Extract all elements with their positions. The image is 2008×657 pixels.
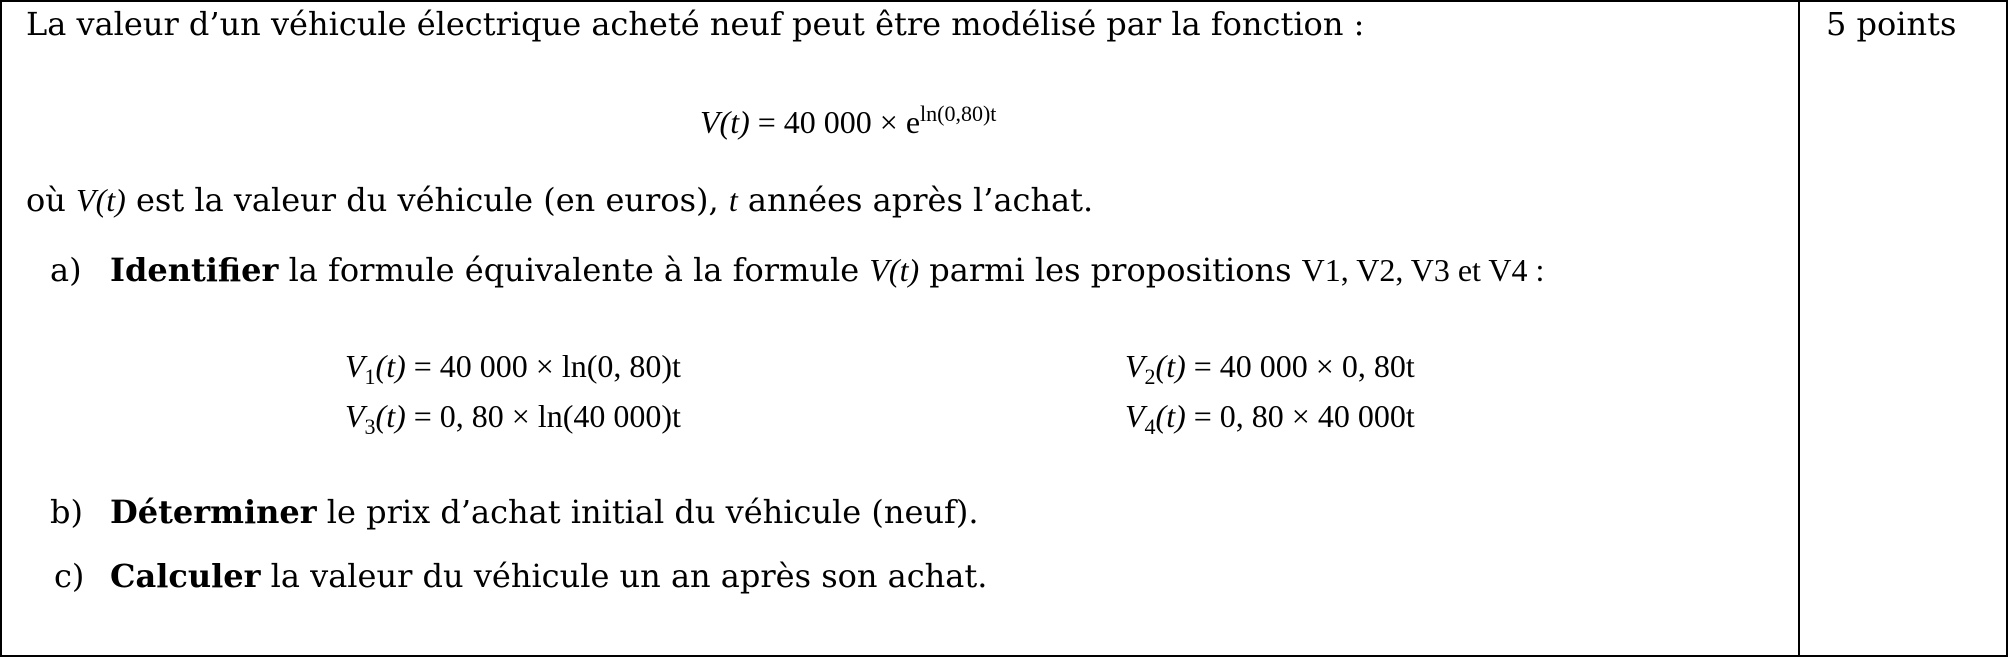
proposition-v3-var: (t) bbox=[375, 398, 406, 434]
question-a-text2: parmi les propositions bbox=[929, 251, 1292, 289]
question-c-marker: c) bbox=[54, 557, 85, 595]
question-a bbox=[110, 252, 1544, 288]
points-label: 5 points bbox=[1826, 5, 1957, 43]
proposition-v4-var: (t) bbox=[1155, 398, 1186, 434]
proposition-v4-sub: 4 bbox=[1144, 414, 1156, 439]
question-b-text: le prix d’achat initial du véhicule (neuf). bbox=[326, 493, 979, 531]
question-b bbox=[110, 494, 979, 530]
formula-eq: = 40 000 × e bbox=[757, 104, 921, 140]
proposition-v1 bbox=[345, 348, 681, 389]
question-a-verb: Identifier bbox=[110, 251, 279, 289]
proposition-v4-rhs: = 0, 80 × 40 000t bbox=[1193, 398, 1415, 434]
proposition-v1-sub: 1 bbox=[364, 364, 376, 389]
proposition-v2-rhs: = 40 000 × 0, 80t bbox=[1193, 348, 1415, 384]
question-a-text1: la formule équivalente à la formule bbox=[288, 251, 860, 289]
formula-exponent: ln(0,80)t bbox=[920, 101, 997, 126]
proposition-v3 bbox=[345, 398, 681, 439]
question-c-text: la valeur du véhicule un an après son achat. bbox=[270, 557, 988, 595]
proposition-v2-name: V bbox=[1125, 348, 1145, 384]
definition-prefix: où bbox=[26, 181, 66, 219]
question-b-verb: Déterminer bbox=[110, 493, 317, 531]
proposition-v2-var: (t) bbox=[1155, 348, 1186, 384]
proposition-v3-rhs: = 0, 80 × ln(40 000)t bbox=[413, 398, 681, 434]
question-a-marker: a) bbox=[50, 251, 82, 289]
definition-line bbox=[26, 182, 1093, 218]
definition-middle: est la valeur du véhicule (en euros), bbox=[135, 181, 719, 219]
proposition-v2 bbox=[1125, 348, 1415, 389]
definition-suffix: années après l’achat. bbox=[747, 181, 1094, 219]
question-c-verb: Calculer bbox=[110, 557, 261, 595]
proposition-v1-name: V bbox=[345, 348, 365, 384]
question-a-list: V1, V2, V3 et V4 : bbox=[1301, 252, 1545, 288]
main-formula bbox=[700, 101, 997, 140]
proposition-v4 bbox=[1125, 398, 1415, 439]
proposition-v1-var: (t) bbox=[375, 348, 406, 384]
intro-text: La valeur d’un véhicule électrique acheté neuf peut être modélisé par la fonction : bbox=[26, 5, 1365, 43]
proposition-v2-sub: 2 bbox=[1144, 364, 1156, 389]
question-b-marker: b) bbox=[50, 493, 83, 531]
proposition-v1-rhs: = 40 000 × ln(0, 80)t bbox=[413, 348, 681, 384]
question-a-v: V(t) bbox=[869, 252, 920, 288]
definition-t: t bbox=[728, 182, 738, 218]
proposition-v4-name: V bbox=[1125, 398, 1145, 434]
proposition-v3-name: V bbox=[345, 398, 365, 434]
proposition-v3-sub: 3 bbox=[364, 414, 376, 439]
formula-lhs: V(t) bbox=[700, 104, 750, 140]
definition-v: V(t) bbox=[76, 182, 126, 218]
question-c bbox=[110, 558, 987, 594]
column-divider bbox=[1798, 0, 1800, 657]
